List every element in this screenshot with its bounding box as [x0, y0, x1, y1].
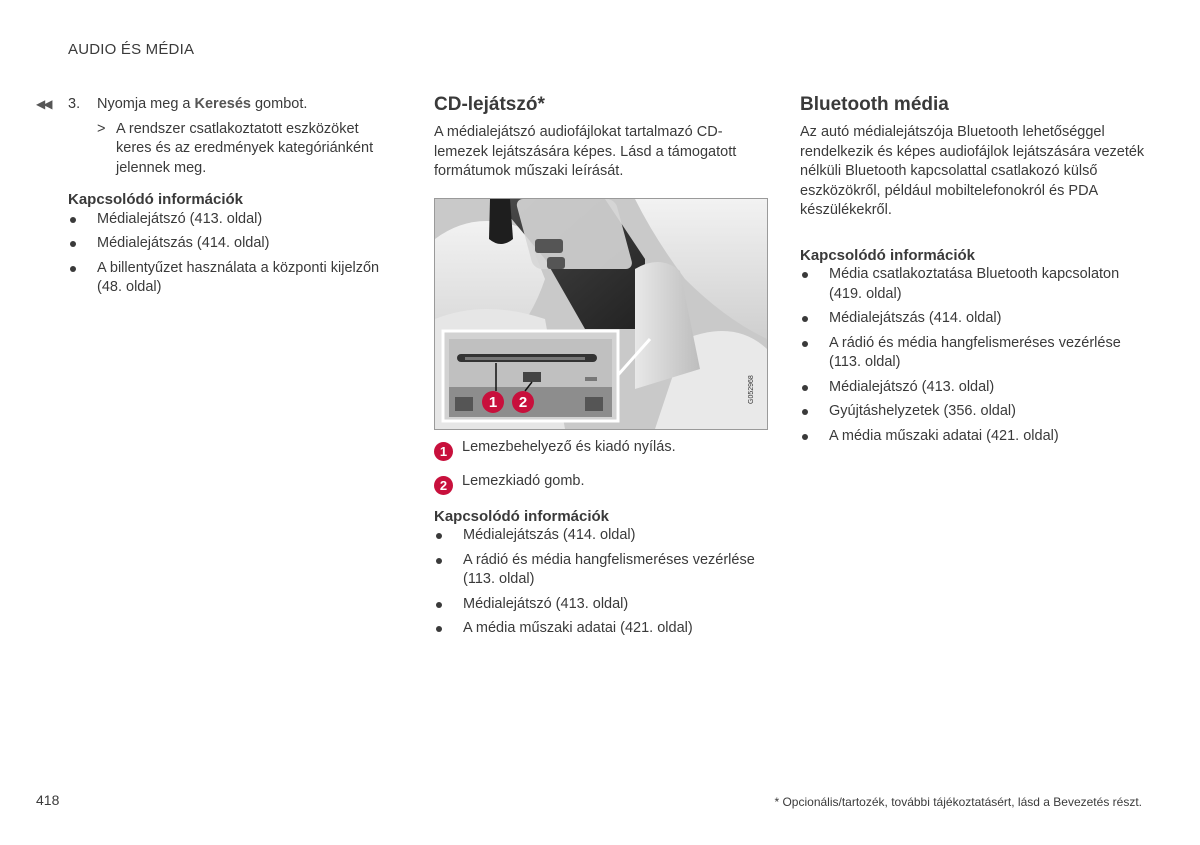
badge-1-text: 1: [488, 393, 498, 411]
related-link[interactable]: [68, 234, 396, 254]
related-link[interactable]: [800, 402, 1145, 422]
callout-text: Lemezbehelyező és kiadó nyílás.: [462, 438, 676, 455]
page-header: AUDIO ÉS MÉDIA: [68, 41, 195, 58]
related-info-heading: Kapcsolódó információk: [434, 507, 610, 525]
related-link-text: Médialejátszó (413. oldal): [463, 595, 629, 612]
bullet: [70, 217, 76, 223]
related-link[interactable]: [434, 595, 766, 615]
bullet: [802, 272, 808, 278]
section-title-cd: CD-lejátszó*: [434, 94, 545, 115]
related-link-text: A rádió és média hangfelismeréses vezérlése (113. oldal): [829, 334, 1121, 370]
step-text-bold: Keresés: [194, 96, 251, 112]
related-link[interactable]: [68, 210, 396, 230]
callout-item: [434, 438, 766, 458]
callout-list: [434, 438, 766, 492]
bullet: [802, 385, 808, 391]
step-3: [36, 95, 396, 115]
step-number: 3.: [68, 96, 81, 112]
section-intro-cd: A médialejátszó audiofájlokat tartalmazó CD-lemezek lejátszására képes. Lásd a támogatott formátumok műszaki leírását.: [434, 124, 737, 179]
related-info-list: [434, 526, 766, 639]
related-link[interactable]: [68, 259, 396, 298]
bullet: [70, 241, 76, 247]
related-link-text: Média csatlakoztatása Bluetooth kapcsolaton (419. oldal): [829, 266, 1120, 302]
bullet: [802, 316, 808, 322]
related-info-heading: Kapcsolódó információk: [800, 246, 976, 264]
step-text-post: gombot.: [250, 96, 308, 112]
car-console-drawing: [435, 199, 767, 429]
related-link-text: A billentyűzet használata a központi kijelzőn (48. oldal): [97, 259, 380, 295]
section-intro-bluetooth: Az autó médialejátszója Bluetooth lehetőséggel rendelkezik és képes audiofájlok lejátszására vezeték nélküli Bluetooth kapcsolattal csatlakozó külső eszközökről, például mobiltelefonokról és PDA készülékekről.: [800, 124, 1145, 218]
related-link-text: Médialejátszás (414. oldal): [97, 235, 270, 251]
badge-2-text: 2: [518, 393, 528, 411]
related-info-list: [36, 210, 396, 298]
related-link-text: Médialejátszó (413. oldal): [97, 210, 263, 227]
column-left: [36, 93, 396, 303]
result-text: A rendszer csatlakoztatott eszközöket keres és az eredmények kategóriánként jelennek meg.: [116, 120, 374, 176]
bullet: [436, 533, 442, 539]
result-marker: >: [97, 120, 106, 137]
section-title-bluetooth: Bluetooth média: [800, 94, 949, 115]
related-link-text: Médialejátszó (413. oldal): [829, 378, 995, 395]
cd-player-illustration: [434, 198, 768, 430]
related-link-text: Gyújtáshelyzetek (356. oldal): [829, 403, 1016, 419]
page-number: 418: [36, 792, 60, 808]
column-right: [800, 93, 1145, 451]
step-result: [36, 120, 396, 179]
step-text-pre: Nyomja meg a: [97, 96, 195, 112]
related-info-heading: Kapcsolódó információk: [68, 191, 244, 208]
callout-text: Lemezkiadó gomb.: [462, 473, 585, 489]
related-link-text: Médialejátszás (414. oldal): [829, 310, 1002, 326]
callout-badge-1: 1: [434, 442, 453, 461]
bullet: [436, 558, 442, 564]
bullet: [802, 434, 808, 440]
related-link[interactable]: [800, 378, 1145, 398]
callout-badge-2: 2: [434, 476, 453, 495]
related-link-text: A rádió és média hangfelismeréses vezérlése (113. oldal): [463, 551, 755, 587]
related-link-text: Médialejátszás (414. oldal): [463, 527, 636, 543]
related-link[interactable]: [434, 551, 766, 590]
related-link-text: A média műszaki adatai (421. oldal): [463, 620, 693, 636]
related-link-text: A média műszaki adatai (421. oldal): [829, 427, 1059, 444]
bullet: [436, 626, 442, 632]
bullet: [802, 341, 808, 347]
footnote: * Opcionális/tartozék, további tájékoztatásért, lásd a Bevezetés részt.: [774, 795, 1142, 809]
related-link[interactable]: [800, 309, 1145, 329]
callout-item: [434, 472, 766, 492]
image-code: G052968: [748, 374, 755, 404]
related-link[interactable]: [434, 619, 766, 639]
related-link[interactable]: [800, 427, 1145, 447]
related-info-list: [800, 265, 1145, 446]
previous-page-icon[interactable]: ◀◀: [36, 97, 51, 111]
bullet: [802, 409, 808, 415]
bullet: [436, 602, 442, 608]
column-middle: [434, 93, 766, 644]
related-link[interactable]: [434, 526, 766, 546]
related-link[interactable]: [800, 265, 1145, 304]
related-link[interactable]: [800, 334, 1145, 373]
bullet: [70, 266, 76, 272]
